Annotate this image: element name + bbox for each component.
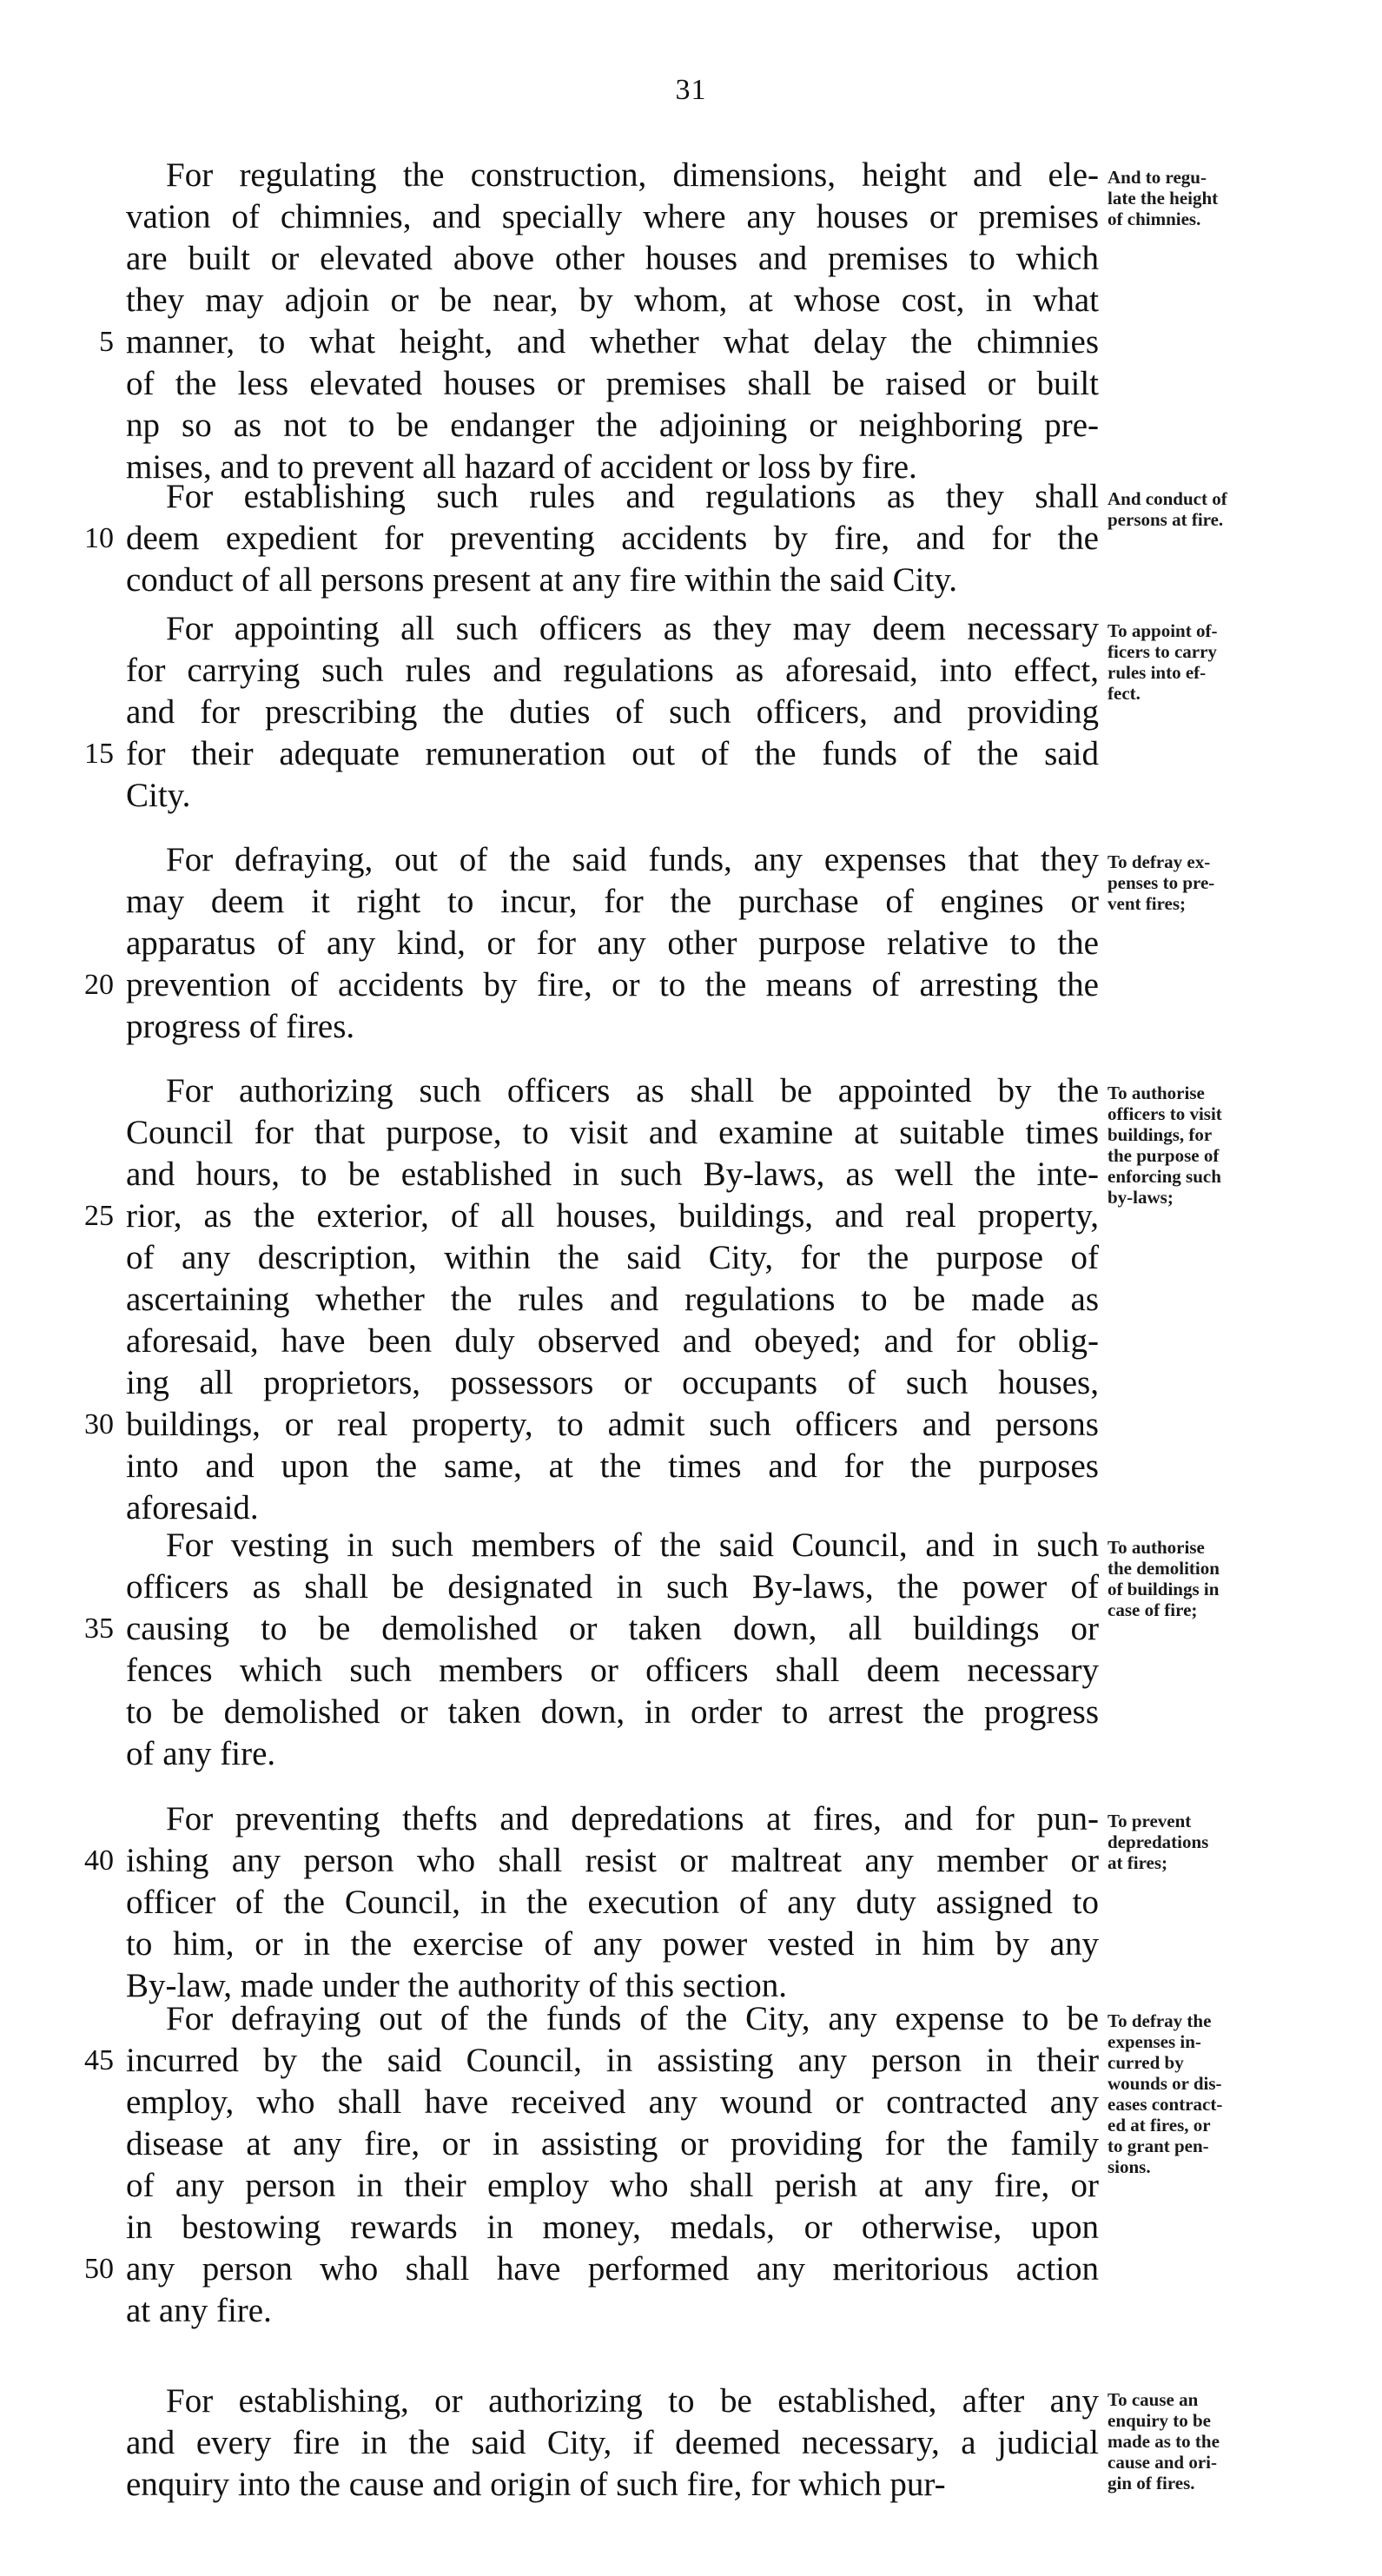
margin-note-line: of buildings in — [1108, 1579, 1220, 1599]
line-text: conduct of all persons present at any fire within the said City. — [126, 561, 958, 599]
line-text: aforesaid, have been duly observed and obeyed; and for oblig- — [126, 1322, 1099, 1360]
line-text: manner, to what height, and whether what delay the chimnies — [126, 323, 1099, 361]
line-number: 25 — [84, 1200, 114, 1232]
line-text: officer of the Council, in the execution of any duty assigned to — [126, 1884, 1099, 1921]
text-line — [99, 321, 1099, 363]
margin-note-line: persons at fire. — [1108, 509, 1224, 530]
line-text: to him, or in the exercise of any power vested in him by any — [126, 1925, 1099, 1963]
line-text: rior, as the exterior, of all houses, buildings, and real property, — [126, 1197, 1099, 1235]
line-text: For defraying, out of the said funds, any expenses that they — [166, 841, 1099, 878]
text-line — [126, 1566, 1099, 1608]
margin-note — [1108, 1083, 1290, 1208]
line-number: 20 — [84, 969, 114, 1001]
line-text: may deem it right to incur, for the purchase of engines or — [126, 883, 1099, 920]
text-line — [126, 692, 1099, 733]
text-line — [126, 196, 1099, 238]
text-line — [126, 1487, 1099, 1529]
margin-note-line: late the height — [1108, 188, 1219, 209]
text-line — [126, 2422, 1099, 2464]
text-line — [84, 2248, 1099, 2290]
text-line — [126, 650, 1099, 692]
line-text: deem expedient for preventing accidents by fire, and for the — [126, 520, 1099, 557]
margin-note — [1108, 1811, 1290, 1873]
text-line — [126, 1733, 1099, 1775]
margin-note-line: sions. — [1108, 2156, 1151, 2177]
text-line — [84, 964, 1099, 1006]
line-text: any person who shall have performed any meritorious action — [126, 2250, 1099, 2288]
margin-note-line: expenses in- — [1108, 2031, 1201, 2052]
margin-note-line: enquiry to be — [1108, 2410, 1212, 2431]
line-number: 35 — [84, 1612, 114, 1645]
text-line — [126, 1006, 1099, 1048]
text-line — [126, 839, 1099, 881]
margin-note-line: To authorise — [1108, 1537, 1205, 1558]
line-text: are built or elevated above other houses and premises to which — [126, 240, 1099, 277]
line-text: apparatus of any kind, or for any other purpose relative to the — [126, 924, 1099, 962]
line-text: officers as shall be designated in such By-laws, the power of — [126, 1568, 1099, 1606]
margin-note-line: ed at fires, or — [1108, 2115, 1211, 2136]
text-line — [126, 1070, 1099, 1112]
text-line — [126, 1362, 1099, 1404]
line-text: For appointing all such officers as they may deem necessary — [166, 610, 1099, 647]
line-text: and every fire in the said City, if deemed necessary, a judicial — [126, 2424, 1099, 2461]
text-line — [126, 2207, 1099, 2248]
line-text: ishing any person who shall resist or maltreat any member or — [126, 1842, 1099, 1879]
margin-note-line: And to regu- — [1108, 167, 1207, 188]
line-text: enquiry into the cause and origin of such fire, for which pur- — [126, 2466, 946, 2503]
line-text: For establishing such rules and regulations as they shall — [166, 478, 1099, 515]
text-line — [126, 363, 1099, 405]
text-line — [126, 238, 1099, 280]
text-line — [126, 1882, 1099, 1924]
margin-note-line: to grant pen- — [1108, 2136, 1209, 2156]
text-line — [84, 733, 1099, 775]
margin-note — [1108, 167, 1290, 229]
text-line — [84, 2040, 1099, 2082]
line-text: of any person in their employ who shall perish at any fire, or — [126, 2167, 1099, 2204]
margin-note-line: To defray ex- — [1108, 851, 1211, 872]
margin-note-line: officers to visit — [1108, 1103, 1222, 1124]
margin-note-line: cause and ori- — [1108, 2452, 1217, 2473]
margin-note-line: of chimnies. — [1108, 209, 1201, 229]
line-text: mises, and to prevent all hazard of accident or loss by fire. — [126, 448, 917, 486]
line-text: For authorizing such officers as shall be appointed by the — [166, 1072, 1099, 1109]
line-text: incurred by the said Council, in assisting any person in their — [126, 2042, 1099, 2079]
line-text: at any fire. — [126, 2292, 272, 2329]
line-text: employ, who shall have received any wound or contracted any — [126, 2083, 1099, 2121]
margin-note-line: at fires; — [1108, 1852, 1167, 1873]
line-text: disease at any fire, or in assisting or providing for the family — [126, 2125, 1099, 2162]
text-line — [126, 608, 1099, 650]
line-text: ing all proprietors, possessors or occupants of such houses, — [126, 1364, 1099, 1401]
line-text: For vesting in such members of the said Council, and in such — [166, 1526, 1099, 1564]
margin-note-line: made as to the — [1108, 2431, 1220, 2452]
text-line — [126, 775, 1099, 817]
line-text: fences which such members or officers shall deem necessary — [126, 1652, 1099, 1689]
margin-note — [1108, 620, 1290, 704]
margin-note-line: the purpose of — [1108, 1145, 1220, 1166]
line-text: for carrying such rules and regulations as aforesaid, into effect, — [126, 652, 1099, 689]
margin-note-line: penses to pre- — [1108, 872, 1215, 893]
text-line — [126, 2123, 1099, 2165]
line-text: For establishing, or authorizing to be established, after any — [166, 2382, 1099, 2420]
text-line — [126, 1798, 1099, 1840]
text-line — [84, 1404, 1099, 1446]
margin-note-line: enforcing such — [1108, 1166, 1221, 1187]
paragraph — [84, 1798, 1099, 2007]
line-text: to be demolished or taken down, in order to arrest the progress — [126, 1693, 1099, 1731]
line-text: progress of fires. — [126, 1008, 355, 1045]
line-text: For defraying out of the funds of the City, any expense to be — [166, 2000, 1099, 2037]
margin-note-line: To cause an — [1108, 2389, 1199, 2410]
text-line — [126, 2165, 1099, 2207]
line-text: prevention of accidents by fire, or to the means of arresting the — [126, 966, 1099, 1003]
margin-note-line: fect. — [1108, 683, 1141, 704]
paragraph — [99, 155, 1099, 488]
margin-note-line: To defray the — [1108, 2010, 1212, 2031]
margin-note — [1108, 1537, 1290, 1620]
margin-note-line: buildings, for — [1108, 1124, 1213, 1145]
margin-note-line: To prevent — [1108, 1811, 1192, 1831]
margin-note-line: ficers to carry — [1108, 641, 1217, 662]
margin-note-line: To appoint of- — [1108, 620, 1218, 641]
text-line — [126, 155, 1099, 196]
line-text: of any fire. — [126, 1735, 276, 1772]
line-text: causing to be demolished or taken down, all buildings or — [126, 1610, 1099, 1647]
line-number: 15 — [84, 738, 114, 770]
line-text: For regulating the construction, dimensions, height and ele- — [166, 156, 1099, 194]
paragraph — [84, 1998, 1099, 2332]
text-line — [126, 1650, 1099, 1692]
text-line — [84, 1840, 1099, 1882]
margin-note — [1108, 851, 1290, 914]
margin-note — [1108, 2389, 1290, 2493]
line-text: and hours, to be established in such By-laws, as well the inte- — [126, 1156, 1099, 1193]
line-text: By-law, made under the authority of this section. — [126, 1967, 788, 2004]
margin-note-line: vent fires; — [1108, 893, 1186, 914]
text-line — [126, 280, 1099, 321]
paragraph — [84, 476, 1099, 601]
line-number: 45 — [84, 2044, 114, 2076]
line-text: of the less elevated houses or premises shall be raised or built — [126, 365, 1099, 402]
paragraph — [84, 1070, 1099, 1529]
line-text: City. — [126, 777, 191, 814]
margin-note-line: wounds or dis- — [1108, 2073, 1222, 2094]
text-line — [126, 1924, 1099, 1965]
margin-note — [1108, 2010, 1290, 2177]
text-line — [126, 2464, 1099, 2506]
text-line — [126, 1446, 1099, 1487]
margin-note-line: To authorise — [1108, 1083, 1205, 1103]
margin-note-line: case of fire; — [1108, 1599, 1198, 1620]
text-line — [84, 1608, 1099, 1650]
text-line — [126, 2381, 1099, 2422]
text-line — [126, 2290, 1099, 2332]
margin-note-line: curred by — [1108, 2052, 1184, 2073]
line-text: of any description, within the said City, for the purpose of — [126, 1239, 1099, 1276]
text-line — [84, 1195, 1099, 1237]
margin-note-line: the demolition — [1108, 1558, 1220, 1579]
line-text: Council for that purpose, to visit and examine at suitable times — [126, 1114, 1099, 1151]
paragraph — [84, 1525, 1099, 1775]
margin-note-line: rules into ef- — [1108, 662, 1207, 683]
line-text: vation of chimnies, and specially where any houses or premises — [126, 198, 1099, 235]
margin-note-line: eases contract- — [1108, 2094, 1223, 2115]
text-line — [126, 1237, 1099, 1279]
text-line — [126, 1112, 1099, 1154]
text-line — [126, 476, 1099, 518]
text-line — [126, 1998, 1099, 2040]
paragraph — [126, 2381, 1099, 2506]
text-line — [126, 1154, 1099, 1195]
text-line — [84, 518, 1099, 560]
text-line — [126, 560, 1099, 601]
margin-note-line: And conduct of — [1108, 488, 1227, 509]
margin-note — [1108, 488, 1290, 530]
line-number: 40 — [84, 1844, 114, 1877]
text-line — [126, 881, 1099, 923]
text-line — [126, 1321, 1099, 1362]
text-line — [126, 923, 1099, 964]
paragraph — [84, 839, 1099, 1048]
line-number: 30 — [84, 1408, 114, 1440]
text-line — [126, 1692, 1099, 1733]
line-text: ascertaining whether the rules and regulations to be made as — [126, 1281, 1099, 1318]
text-line — [126, 1279, 1099, 1321]
line-number: 50 — [84, 2253, 114, 2285]
line-text: For preventing thefts and depredations at fires, and for pun- — [166, 1800, 1099, 1838]
line-number: 5 — [99, 326, 114, 358]
line-number: 10 — [84, 522, 114, 554]
line-text: in bestowing rewards in money, medals, or otherwise, upon — [126, 2208, 1099, 2246]
line-text: they may adjoin or be near, by whom, at whose cost, in what — [126, 281, 1099, 319]
line-text: for their adequate remuneration out of the funds of the said — [126, 735, 1099, 772]
line-text: np so as not to be endanger the adjoining or neighboring pre- — [126, 407, 1099, 444]
line-text: buildings, or real property, to admit such officers and persons — [126, 1406, 1099, 1443]
line-text: and for prescribing the duties of such officers, and providing — [126, 693, 1099, 731]
text-line — [126, 405, 1099, 447]
paragraph — [84, 608, 1099, 817]
text-line — [126, 2082, 1099, 2123]
text-line — [126, 1525, 1099, 1566]
margin-note-line: gin of fires. — [1108, 2473, 1195, 2493]
margin-note-line: depredations — [1108, 1831, 1209, 1852]
margin-note-line: by-laws; — [1108, 1187, 1174, 1208]
page-number: 31 — [675, 74, 707, 106]
line-text: aforesaid. — [126, 1489, 259, 1526]
line-text: into and upon the same, at the times and for the purposes — [126, 1447, 1099, 1485]
